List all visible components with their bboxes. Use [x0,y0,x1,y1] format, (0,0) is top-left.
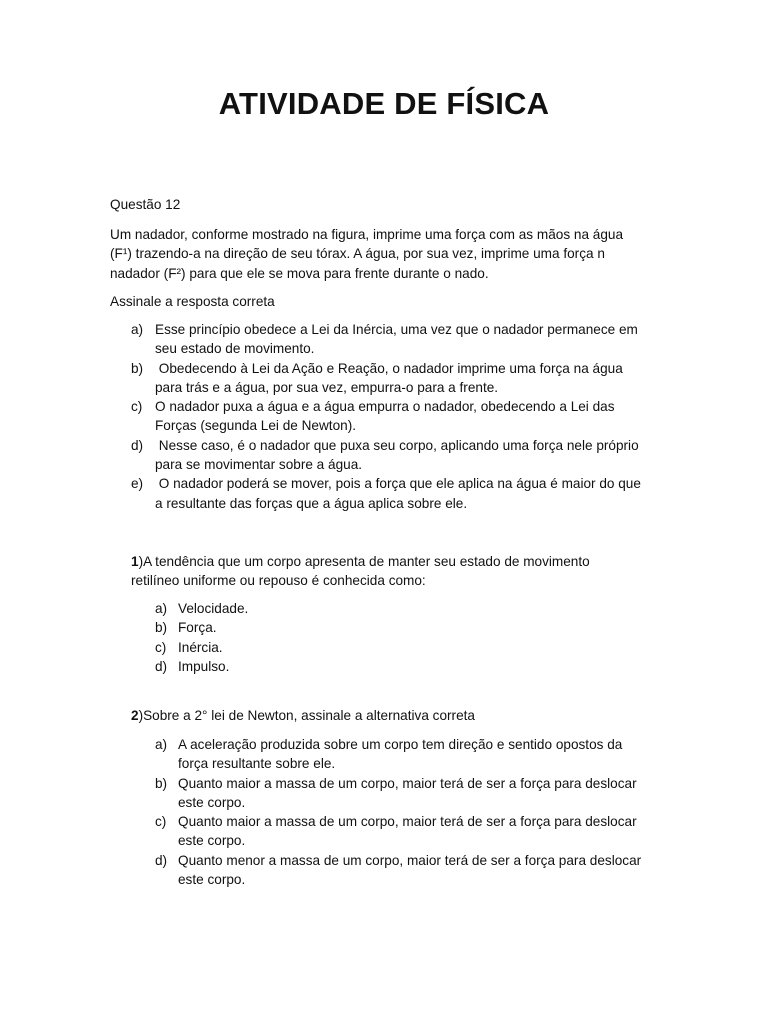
option-text: este corpo. [178,872,246,888]
option-d [155,851,641,890]
option-a [155,735,641,774]
option-text: A aceleração produzida sobre um corpo tem direção e sentido opostos da [178,737,623,752]
question-12-label: Questão 12 [110,197,181,212]
stem-line: retilíneo uniforme ou repouso é conhecida como: [131,573,426,589]
option-text: Obedecendo à Lei da Ação e Reação, o nadador imprime uma força na água [155,360,623,376]
option-b [155,618,248,637]
option-text: Impulso. [178,658,230,674]
stem-text: )A tendência que um corpo apresenta de manter seu estado de movimento [138,554,590,569]
option-b [131,359,641,398]
document-title: ATIVIDADE DE FÍSICA [218,86,550,121]
option-d [131,436,641,475]
option-text: para trás e a água, por sua vez, empurra-o para a frente. [155,379,499,395]
question-1-stem [131,552,590,591]
question-12-prompt: Assinale a resposta correta [110,294,275,309]
option-text: para se movimentar sobre a água. [155,457,363,473]
option-text: Quanto maior a massa de um corpo, maior terá de ser a força para deslocar [178,775,637,791]
option-text: este corpo. [178,794,246,810]
option-text: Quanto maior a massa de um corpo, maior terá de ser a força para deslocar [178,814,637,830]
option-text: este corpo. [178,833,246,849]
question-1-options [155,599,248,676]
option-letter: d) [155,852,168,868]
option-a [131,320,641,359]
option-text: O nadador puxa a água e a água empurra o nadador, obedecendo a Lei das [155,399,615,415]
option-c [155,812,641,851]
question-number: 2 [131,708,139,723]
option-text: Forças (segunda Lei de Newton). [155,418,356,434]
option-text: Esse princípio obedece a Lei da Inércia, uma vez que o nadador permanece em [155,322,638,337]
option-letter: b) [155,620,168,636]
question-2-stem [131,706,475,725]
option-c [155,638,248,657]
stem-line: nadador (F²) para que ele se mova para frente durante o nado. [110,265,489,281]
option-letter: a) [155,601,168,616]
option-letter: c) [131,399,143,415]
option-letter: e) [131,476,144,492]
option-a [155,599,248,618]
option-b [155,774,641,813]
option-letter: b) [155,775,168,791]
option-letter: a) [131,322,144,337]
question-2-options [155,735,641,889]
stem-line [131,552,590,571]
option-c [131,397,641,436]
option-text: Velocidade. [178,601,249,616]
option-letter: d) [131,437,144,453]
question-number: 1 [131,554,139,569]
stem-line: Um nadador, conforme mostrado na figura, imprime uma força com as mãos na água [110,227,624,242]
option-text: O nadador poderá se mover, pois a força que ele aplica na água é maior do que [155,476,641,492]
option-letter: a) [155,737,168,752]
stem-text: )Sobre a 2° lei de Newton, assinale a alternativa correta [138,708,475,723]
stem-line [131,706,475,725]
option-text: Quanto menor a massa de um corpo, maior terá de ser a força para deslocar [178,852,642,868]
option-letter: c) [155,639,167,655]
option-letter: d) [155,658,168,674]
question-12-options [131,320,641,513]
question-12-stem [110,225,670,283]
option-e [131,474,641,513]
option-text: Força. [178,620,217,636]
option-text: Nesse caso, é o nadador que puxa seu corpo, aplicando uma força nele próprio [155,437,639,453]
option-text: Inércia. [178,639,223,655]
option-text: força resultante sobre ele. [178,756,336,772]
option-text: a resultante das forças que a água aplica sobre ele. [155,495,468,511]
stem-line: (F¹) trazendo-a na direção de seu tórax. A água, por sua vez, imprime uma força n [110,246,605,262]
option-letter: c) [155,814,167,830]
option-letter: b) [131,360,144,376]
option-text: seu estado de movimento. [155,341,315,357]
option-d [155,657,248,676]
